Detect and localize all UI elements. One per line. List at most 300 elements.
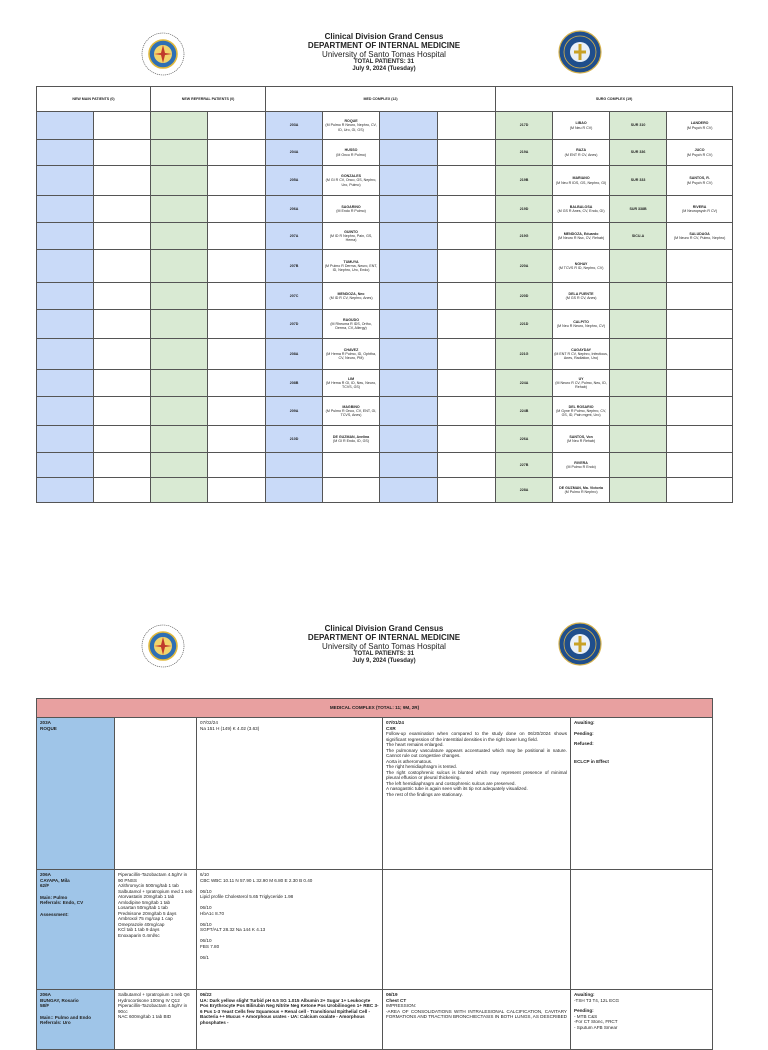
census-cell	[323, 112, 380, 140]
census-cell	[610, 166, 667, 196]
census-cell	[553, 166, 610, 196]
census-cell	[496, 397, 553, 426]
patient-agesex: 62/F	[40, 883, 50, 888]
census-cell	[496, 223, 553, 250]
census-cell	[94, 370, 151, 397]
census-cell	[266, 166, 323, 196]
census-cell	[380, 453, 438, 478]
census-row	[37, 397, 733, 426]
patient-services: (M ENT R CV, Nephro, Infectious, Anes, Radiation, Uro)	[554, 351, 608, 361]
census-cell	[438, 223, 496, 250]
census-cell	[667, 166, 733, 196]
patient-name: TUMUYA	[343, 259, 359, 264]
census-row	[37, 112, 733, 140]
patient-id	[37, 718, 115, 870]
census-cell	[266, 283, 323, 310]
census-cell	[151, 112, 208, 140]
room-number: 207B	[289, 263, 299, 268]
census-cell	[266, 478, 323, 503]
room-number: 217D	[519, 123, 529, 128]
census-cell	[553, 453, 610, 478]
patient-services: (M Pulmo R Nephro)	[564, 490, 598, 494]
patient-referrals: Referrals: Uro	[40, 1020, 71, 1025]
patient-services: (M GS R CV, Anes)	[565, 296, 597, 300]
patient-services: (M Pulmo R Endo)	[566, 465, 596, 469]
patient-row	[37, 990, 713, 1050]
census-cell	[380, 250, 438, 283]
census-cell	[94, 223, 151, 250]
census-cell	[610, 112, 667, 140]
imaging-title: 07/01/24 CXR	[386, 720, 404, 731]
patient-name: RIVERA	[692, 204, 707, 209]
census-cell	[208, 339, 266, 370]
census-row	[37, 250, 733, 283]
patient-meds: Piperacillin-Tazobactam 4.5g/IV in 90 PNSS Azithromycin 500mg/tab 1 tab Salbutamol + Ipratropium med 1 neb Atorvastatin 20mg/tab 1 tab Amlodipine 5mg/tab 1 tab Losartan 50mg/tab 1 tab Prednisone 20mg/tab 5 days Ambroxol 75 mg/cap 1 cap Omeprazole 40mg/cap KCl tab 1 tab 9 days Enoxaparin 0.4ml/sc	[115, 870, 197, 990]
census-cell	[553, 478, 610, 503]
census-cell	[151, 140, 208, 166]
census-cell	[266, 223, 323, 250]
census-cell	[496, 140, 553, 166]
room-number: 226A	[519, 436, 529, 441]
medical-complex-heading: MEDICAL COMPLEX (TOTAL: 11; 9M, 2R)	[37, 699, 713, 718]
patient-name: DELA FUENTE	[568, 291, 594, 296]
patient-main-service: Main:: Pulmo and Endo	[40, 1014, 92, 1020]
census-cell	[266, 426, 323, 453]
census-cell	[496, 196, 553, 223]
imaging-title: 06/19 Chest CT	[386, 992, 407, 1003]
census-cell	[94, 196, 151, 223]
room-number: 206A	[289, 206, 299, 211]
census-cell	[37, 478, 94, 503]
census-cell	[610, 397, 667, 426]
census-cell	[151, 339, 208, 370]
patient-name: DE GUZMAN, Avelina	[332, 434, 370, 439]
department-name: DEPARTMENT OF INTERNAL MEDICINE	[307, 41, 461, 50]
census-cell	[553, 310, 610, 339]
patient-name: CAGAYDAY	[571, 347, 592, 352]
census-cell	[37, 196, 94, 223]
census-cell	[323, 426, 380, 453]
department-name-2: DEPARTMENT OF INTERNAL MEDICINE	[307, 633, 461, 642]
census-cell	[380, 223, 438, 250]
census-row	[37, 370, 733, 397]
census-cell	[94, 166, 151, 196]
patient-services: (M Hema R Pulmo, ID, Ophtha, CV, Neuro, PM)	[326, 351, 376, 361]
census-cell	[323, 250, 380, 283]
census-cell	[37, 453, 94, 478]
patient-name: DE GUZMAN, Ma. Victoria	[559, 485, 603, 490]
census-cell	[151, 426, 208, 453]
census-cell	[667, 112, 733, 140]
census-cell	[37, 112, 94, 140]
patient-name: ROQUE	[344, 119, 358, 124]
status-line: -TSH T3 T4, 12L ECG	[574, 997, 620, 1003]
census-cell	[37, 140, 94, 166]
report-title-2: Clinical Division Grand Census	[324, 624, 444, 633]
room-number: 220D	[519, 293, 529, 298]
col-med-complex: MED COMPLEX (12)	[266, 87, 496, 112]
census-cell	[610, 250, 667, 283]
census-cell	[380, 478, 438, 503]
census-cell	[438, 426, 496, 453]
census-cell	[266, 339, 323, 370]
room-number: 210D	[289, 436, 299, 441]
patient-services: (M Pulmo R Onco, CV, ENT, GI, TCVS, Anes)	[325, 408, 377, 418]
census-cell	[266, 370, 323, 397]
room-number: 224B	[519, 408, 529, 413]
patient-name: MENDOZA, Eduardo	[563, 231, 599, 236]
room-number: 219G	[519, 233, 529, 238]
census-cell	[438, 453, 496, 478]
patient-name: RIVERA	[574, 460, 588, 465]
room-number: 221D	[519, 321, 529, 326]
census-cell	[438, 370, 496, 397]
census-cell	[323, 166, 380, 196]
census-cell	[496, 166, 553, 196]
census-cell	[496, 112, 553, 140]
hospital-name: University of Santo Tomas Hospital	[322, 50, 446, 59]
col-surg-complex: SURG COMPLEX (19)	[496, 87, 733, 112]
room-number: 207A	[289, 233, 299, 238]
patient-services: (M Neu R Neuro, Nephro, CV)	[556, 324, 606, 328]
patient-status	[571, 990, 713, 1050]
census-row	[37, 140, 733, 166]
census-cell	[208, 112, 266, 140]
census-cell	[208, 140, 266, 166]
census-cell	[94, 453, 151, 478]
census-cell	[667, 140, 733, 166]
census-cell	[37, 426, 94, 453]
census-cell	[438, 397, 496, 426]
patient-name: RAZA	[576, 148, 587, 153]
census-cell	[553, 250, 610, 283]
patient-status	[571, 718, 713, 870]
census-cell	[667, 310, 733, 339]
room-number: 219D	[519, 206, 529, 211]
patient-room: 203A	[40, 720, 51, 725]
patient-services: (M ENT R CV, Anes)	[564, 152, 598, 157]
census-cell	[438, 112, 496, 140]
census-cell	[208, 453, 266, 478]
census-cell	[94, 339, 151, 370]
patient-name: MENDOZA, Neo	[337, 291, 365, 296]
census-cell	[610, 453, 667, 478]
census-cell	[94, 112, 151, 140]
patient-services: (M GI R CV, Onco, GS, Nephro, Uro, Pulmo)	[325, 178, 377, 187]
patient-services: (M Psych R CV)	[686, 180, 713, 185]
census-cell	[667, 397, 733, 426]
census-cell	[266, 453, 323, 478]
census-cell	[94, 426, 151, 453]
patient-name: MARIANO	[572, 176, 590, 181]
patient-services: (M Rheuma R IDS, Ortho, Derma, CV, Allergy)	[330, 321, 372, 331]
patient-name: GUINTO	[344, 229, 358, 234]
census-cell	[380, 370, 438, 397]
room-number: 219B	[519, 178, 529, 183]
census-cell	[266, 250, 323, 283]
census-cell	[496, 453, 553, 478]
census-cell	[151, 250, 208, 283]
patient-meds: Salbutamol + Ipratropium 1 neb Q6 Hydrocortisone 100mg IV Q12 Piperacillin-Tazobactam 4.5g/IV in 90cc NAC 600mg/tab 1 tab BID	[115, 990, 197, 1050]
census-cell	[667, 453, 733, 478]
patient-name: RAGUDO	[343, 317, 360, 322]
census-cell	[94, 250, 151, 283]
census-cell	[380, 283, 438, 310]
census-cell	[438, 196, 496, 223]
census-cell	[380, 196, 438, 223]
census-cell	[553, 112, 610, 140]
census-row	[37, 196, 733, 223]
patient-imaging	[383, 870, 571, 990]
census-cell	[323, 140, 380, 166]
room-number: 228A	[519, 487, 529, 492]
census-table	[36, 86, 733, 503]
census-cell	[323, 453, 380, 478]
census-row	[37, 283, 733, 310]
census-cell	[380, 397, 438, 426]
status-line: - Sputum AFB Smear	[574, 1024, 618, 1030]
patient-labs: 07/02/24 Na 151 H (149) K 4.02 (3.63)	[197, 718, 383, 870]
room-number: SUR 310	[630, 123, 646, 128]
patient-row	[37, 870, 713, 990]
census-cell	[496, 339, 553, 370]
census-cell	[438, 166, 496, 196]
patient-name: BUNGAY, Rosario	[40, 997, 79, 1003]
status-line: - MTB C&S	[574, 1013, 598, 1019]
census-cell	[94, 478, 151, 503]
census-header-2	[0, 624, 768, 665]
total-patients-2: TOTAL PATIENTS: 31	[353, 651, 415, 657]
census-cell	[667, 250, 733, 283]
col-new-main: NEW MAIN PATIENTS (0)	[37, 87, 151, 112]
patient-services: (M GS R Anes, CV, Endo, GI)	[557, 209, 605, 213]
imaging-text: Follow-up examination when compared to the study done on 06/20/2024 shows significant regression of the interstitial densities in the right lower lung field. The heart remains enlarged. The pulmonary vasculature appears accentuated which may be positional in nature. Cannot rule out congestive changes. Aorta is atheromatous. The right hemidiaphragm is tented. The right costophrenic sulcus is blunted which may represent presence of minimal pleural effusion or pleural thickening. The left hemidiaphragm and costophrenic sulcus are preserved. A nasogastric tube is again seen with its tip not adequately visualized. The rest of the findings are stationary.	[386, 731, 567, 797]
room-number: 224A	[519, 380, 529, 385]
census-row	[37, 310, 733, 339]
patient-services: (M Psych R CV)	[686, 125, 713, 130]
census-cell	[208, 166, 266, 196]
room-number: SICU-A	[631, 233, 645, 238]
census-cell	[37, 250, 94, 283]
patient-assessment: Assessment:	[40, 911, 69, 917]
report-title: Clinical Division Grand Census	[324, 32, 444, 41]
census-cell	[323, 223, 380, 250]
census-row	[37, 453, 733, 478]
patient-main-service: Main: Pulmo	[40, 894, 68, 900]
patient-services: (M Neu R Rehab)	[566, 439, 596, 443]
census-cell	[323, 397, 380, 426]
room-number: 227B	[519, 462, 529, 467]
room-number: SUR 338B	[629, 206, 647, 211]
patient-name: SAGARINO	[341, 204, 361, 209]
status-line: ECLCP in Effect	[574, 758, 609, 764]
patient-services: (M Neuro R CV, Pulmo, Nephro)	[673, 236, 726, 240]
census-cell	[37, 310, 94, 339]
patient-name: ROQUE	[40, 725, 57, 731]
census-cell	[37, 223, 94, 250]
census-cell	[380, 426, 438, 453]
census-cell	[553, 370, 610, 397]
census-cell	[208, 397, 266, 426]
census-cell	[438, 250, 496, 283]
patient-name: CALPITO	[573, 319, 589, 324]
patient-name: HUSSO	[344, 148, 358, 153]
census-cell	[208, 283, 266, 310]
census-header-1	[0, 32, 768, 73]
patient-services: (M Pulmo R Neuro, Nephro, CV, ID, Uro, GI, GS)	[325, 123, 377, 132]
patient-name: BALBALOSA	[569, 204, 593, 209]
status-line	[574, 747, 709, 759]
census-cell	[151, 310, 208, 339]
census-cell	[94, 310, 151, 339]
census-cell	[266, 112, 323, 140]
patient-row	[37, 718, 713, 870]
census-cell	[37, 166, 94, 196]
patient-labs: 6/10 CBC WBC 10.11 N 57.90 L 32.90 M 6.80 E 2.30 B 0.40 06/10 Lipid profile Cholesterol 5.65 Triglyceride 1.98 06/10 HbA1c 8.70 06/10 SGPT/ALT 28.32 Na 144 K 4.13 06/10 FBS 7.80 06/1	[197, 870, 383, 990]
census-cell	[553, 426, 610, 453]
patient-services: (M Hema R GI, ID, Neu, Neuro, TCVS, GS)	[325, 380, 377, 390]
census-cell	[610, 370, 667, 397]
patient-name: CAYAPA, Mila	[40, 877, 70, 883]
census-row	[37, 478, 733, 503]
room-number: 208A	[289, 351, 299, 356]
patient-services: (M TCVS R ID, Nephro, CV)	[558, 266, 604, 270]
census-cell	[610, 310, 667, 339]
patient-name: SANTOS, R.	[689, 176, 710, 181]
patient-room: 206A	[40, 872, 51, 877]
status-line: Pending:	[574, 730, 594, 736]
patient-imaging	[383, 718, 571, 870]
census-cell	[37, 283, 94, 310]
census-cell	[94, 397, 151, 426]
census-cell	[610, 283, 667, 310]
census-cell	[208, 426, 266, 453]
census-cell	[208, 250, 266, 283]
room-number: 208B	[289, 380, 299, 385]
total-patients: TOTAL PATIENTS: 31	[353, 59, 415, 65]
census-cell	[208, 223, 266, 250]
census-body	[37, 112, 733, 503]
census-cell	[151, 196, 208, 223]
census-cell	[151, 223, 208, 250]
room-number: 204A	[289, 150, 299, 155]
patient-referrals: Referrals: Endo, CV	[40, 900, 84, 905]
room-number: 207C	[289, 293, 299, 298]
census-cell	[323, 478, 380, 503]
census-cell	[553, 196, 610, 223]
medical-complex-table	[36, 698, 713, 1050]
room-number: 207D	[289, 321, 299, 326]
census-cell	[496, 370, 553, 397]
census-row	[37, 166, 733, 196]
census-cell	[438, 310, 496, 339]
patient-id	[37, 870, 115, 990]
census-cell	[496, 478, 553, 503]
status-line: -For CT Stonc, FRCT	[574, 1019, 618, 1024]
census-cell	[208, 196, 266, 223]
patient-services: (M Onco R Pulmo)	[336, 152, 366, 157]
census-cell	[438, 339, 496, 370]
census-cell	[553, 140, 610, 166]
patient-imaging	[383, 990, 571, 1050]
room-number: SUR 333	[630, 178, 646, 183]
patient-services: (M ID R CV, Nephro, Anes)	[329, 296, 373, 300]
imaging-text: IMPRESSION: -AREA OF CONSOLIDATIONS WITH INTRALESIONAL CALCIFICATION, CAVITARY FORMATIONS AND TRACTION BRONCHIECTASIS IN BOTH LUNGS, AS DESCRIBED	[386, 1003, 567, 1019]
room-number: 203A	[289, 123, 299, 128]
census-cell	[208, 478, 266, 503]
census-row	[37, 426, 733, 453]
patient-services: (M Pulmo R Derma, Neuro, ENT, ID, Nephro, Uro, Endo)	[324, 263, 378, 273]
census-cell	[151, 166, 208, 196]
census-cell	[266, 140, 323, 166]
patient-name: MAGBINO	[342, 404, 360, 409]
census-row	[37, 339, 733, 370]
census-cell	[266, 397, 323, 426]
room-number: 219A	[519, 150, 529, 155]
patient-name: JUCO	[694, 148, 705, 153]
census-cell	[323, 370, 380, 397]
patient-services: (M Neu R CV)	[569, 125, 593, 130]
census-cell	[438, 283, 496, 310]
census-cell	[323, 196, 380, 223]
patient-services: (M Neuro R Nsx, CV, Rehab)	[557, 236, 605, 240]
patient-services: (M ID R Nephro, Pain, GS, Hema)	[329, 233, 373, 243]
census-cell	[151, 453, 208, 478]
room-number: 221G	[519, 351, 529, 356]
census-cell	[208, 310, 266, 339]
census-cell	[94, 140, 151, 166]
census-cell	[380, 140, 438, 166]
census-cell	[151, 283, 208, 310]
status-line: Pending:	[574, 1008, 594, 1013]
patient-name: CHAVEZ	[343, 347, 359, 352]
report-date: July 9, 2024 (Tuesday)	[352, 66, 416, 72]
room-number: SUR 336	[630, 150, 646, 155]
census-cell	[380, 339, 438, 370]
census-cell	[667, 426, 733, 453]
census-cell	[380, 310, 438, 339]
census-cell	[266, 196, 323, 223]
patient-status	[571, 870, 713, 990]
census-cell	[37, 339, 94, 370]
report-date-2: July 9, 2024 (Tuesday)	[352, 658, 416, 664]
census-cell	[553, 339, 610, 370]
census-cell	[667, 339, 733, 370]
census-cell	[610, 339, 667, 370]
patient-name: UY	[578, 376, 584, 381]
patient-name: SANTOS, Von	[569, 434, 593, 439]
patient-services: (M Neuropsych R CV)	[682, 209, 718, 213]
census-cell	[151, 370, 208, 397]
census-cell	[37, 397, 94, 426]
census-cell	[667, 223, 733, 250]
room-number: 205A	[289, 178, 299, 183]
patient-room: 206A	[40, 992, 51, 997]
col-new-referral: NEW REFERRAL PATIENTS (0)	[151, 87, 266, 112]
census-cell	[667, 283, 733, 310]
census-cell	[94, 283, 151, 310]
census-cell	[553, 283, 610, 310]
status-line: Refused:	[574, 741, 594, 746]
patient-services: (M Endo R Pulmo)	[336, 209, 366, 213]
census-cell	[610, 223, 667, 250]
census-cell	[667, 196, 733, 223]
patient-name: LIM	[347, 376, 355, 381]
census-cell	[323, 310, 380, 339]
patient-meds	[115, 718, 197, 870]
patient-name: GONZALES	[341, 174, 362, 179]
census-cell	[380, 112, 438, 140]
